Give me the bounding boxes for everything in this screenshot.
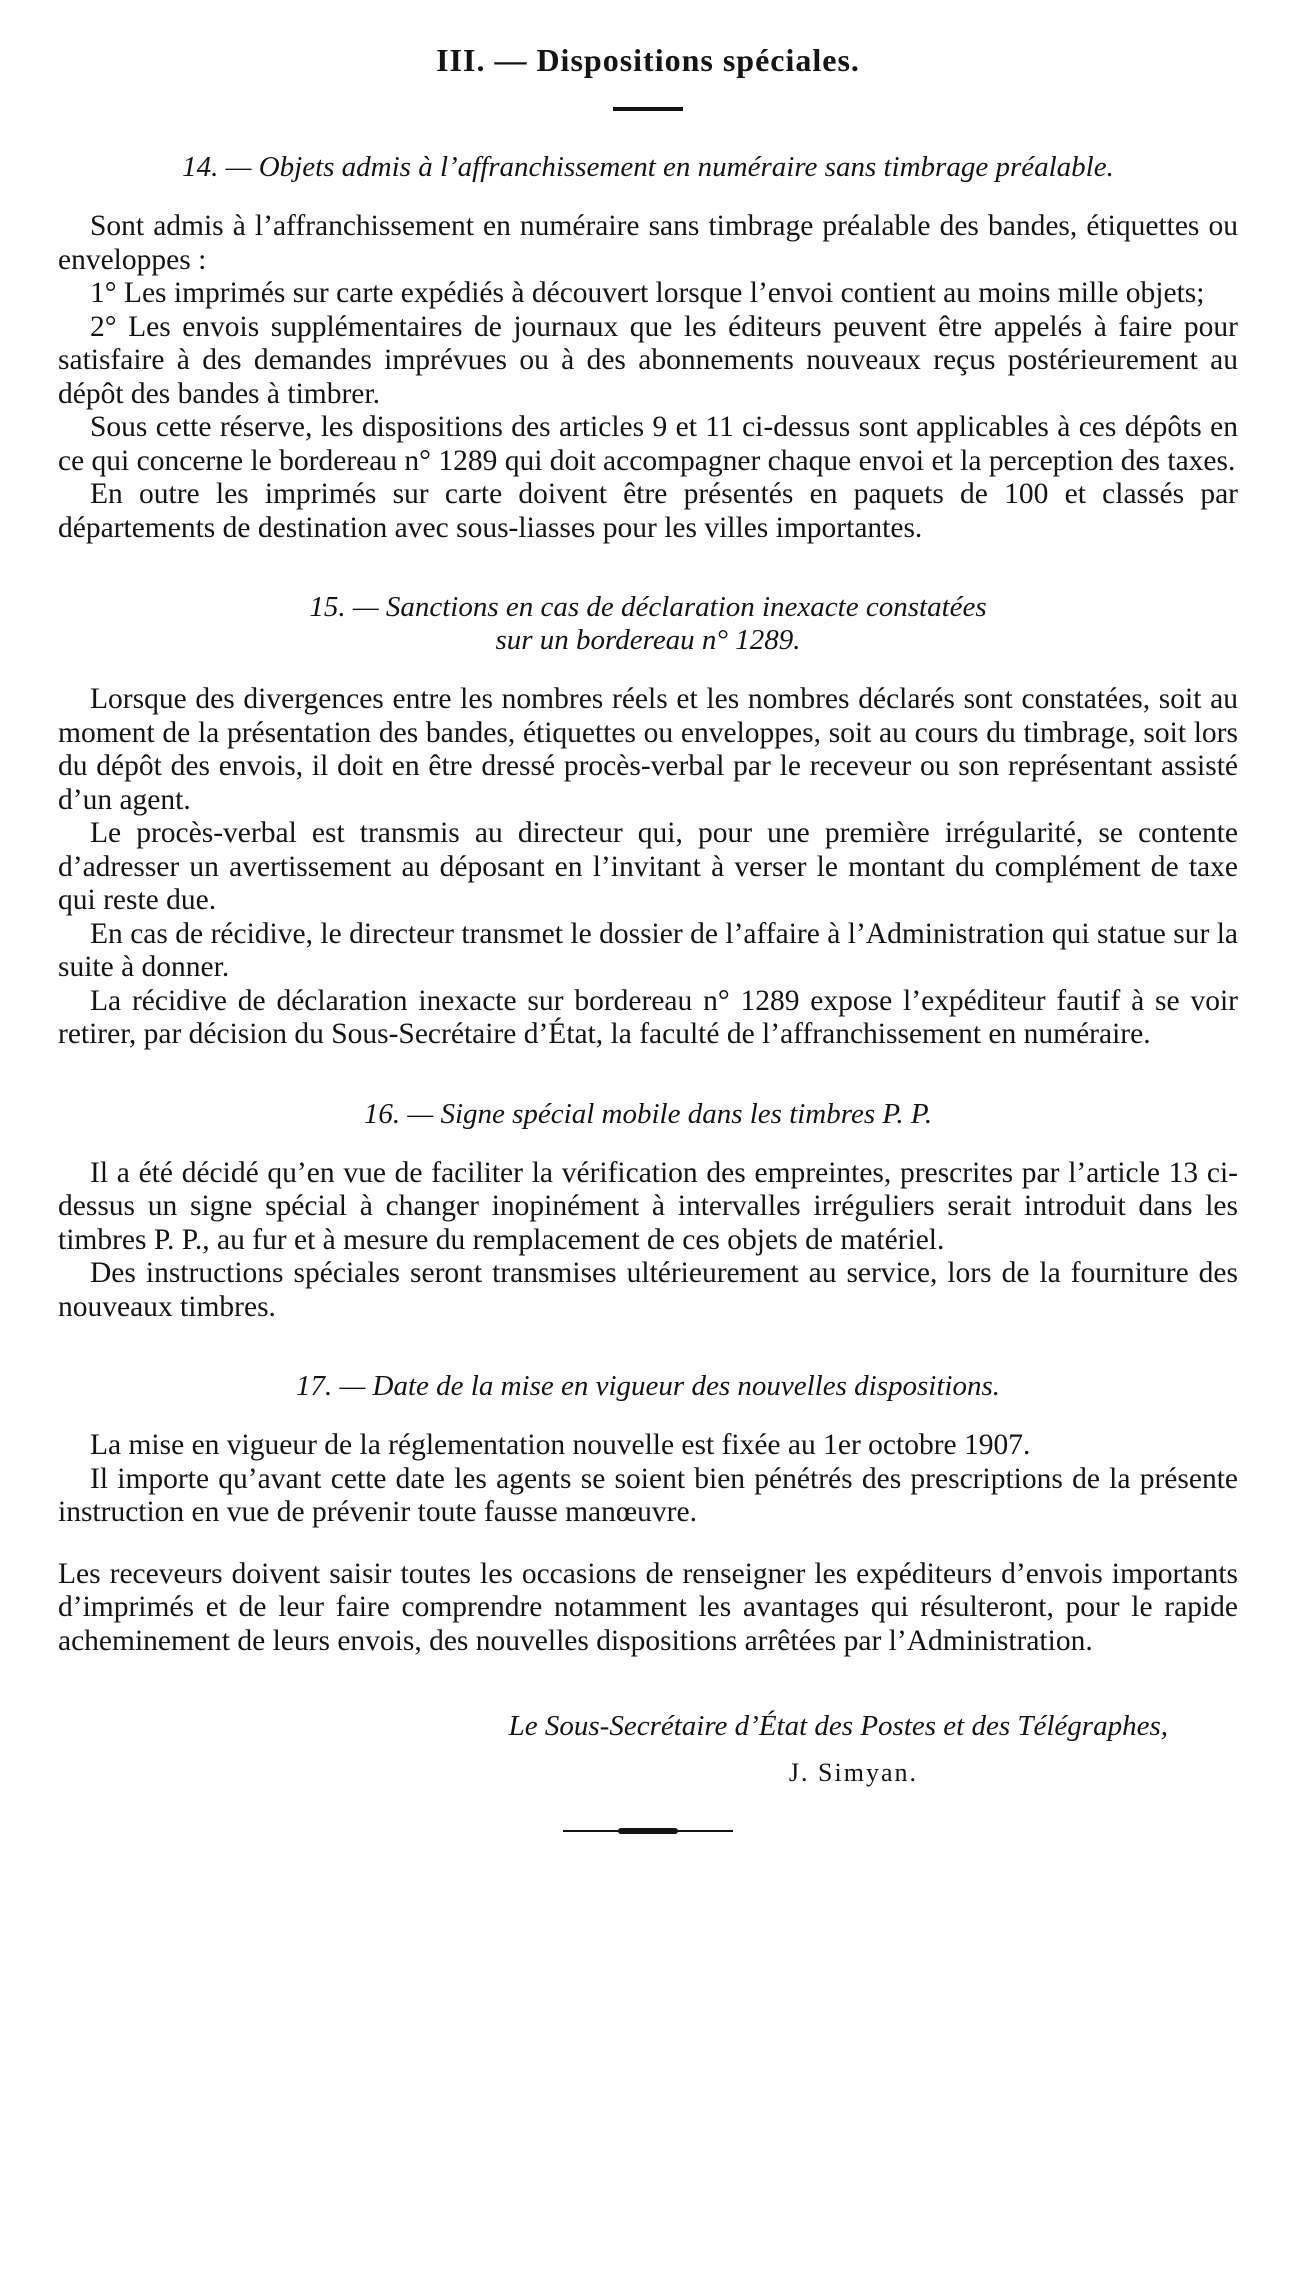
signatory-name: J. Simyan. [788,1758,918,1787]
paragraph: Lorsque des divergences entre les nombres réels et les nombres déclarés sont constatées, soit au moment de la présentation des bandes, étiquettes ou enveloppes, soit au cours du timbrage, soit lors du dépôt des envois, il doit en être dressé procès-verbal par le receveur ou son représentant assisté d’un agent. [58,683,1238,816]
section-17 [58,1370,1238,1658]
section-14 [58,151,1238,545]
title-rule [613,107,683,111]
section-title [58,1370,1238,1403]
paragraph: Il a été décidé qu’en vue de faciliter la vérification des empreintes, prescrites par l’article 13 ci-dessus un signe spécial à changer inopinément à intervalles irréguliers serait introduit dans les timbres P. P., au fur et à mesure du remplacement de ces objets de matériel. [58,1156,1238,1256]
paragraph: Sous cette réserve, les dispositions des articles 9 et 11 ci-dessus sont applicables à ces dépôts en ce qui concerne le bordereau n° 1289 qui doit accompagner chaque envoi et la perception des taxes. [58,411,1238,477]
paragraph: 1° Les imprimés sur carte expédiés à découvert lorsque l’envoi contient au moins mille objets; [90,277,1205,309]
paragraph: Il importe qu’avant cette date les agents se soient bien pénétrés des prescriptions de la présente instruction en vue de prévenir toute fausse manœuvre. [58,1462,1238,1528]
closing-paragraph: Les receveurs doivent saisir toutes les occasions de renseigner les expéditeurs d’envois importants d’imprimés et de leur faire comprendre notamment les avantages qui résulteront, pour le rapide acheminement de leurs envois, des nouvelles dispositions arrêtées par l’Administration. [58,1557,1238,1657]
part-title: III. — Dispositions spéciales. [436,42,860,78]
section-title-line: 17. — Date de la mise en vigueur des nouvelles dispositions. [296,1370,1000,1402]
section-15 [58,591,1238,1052]
section-title-line: 15. — Sanctions en cas de déclaration inexacte constatées [309,591,987,623]
section-title-line: 16. — Signe spécial mobile dans les timbres P. P. [363,1097,933,1130]
section-title [58,591,1238,657]
paragraph: La récidive de déclaration inexacte sur bordereau n° 1289 expose l’expéditeur fautif à se voir retirer, par décision du Sous-Secrétaire d’État, la faculté de l’affranchissement en numéraire. [58,984,1238,1050]
paragraph: En cas de récidive, le directeur transmet le dossier de l’affaire à l’Administration qui statue sur la suite à donner. [58,917,1238,983]
section-title [58,151,1238,184]
paragraph: En outre les imprimés sur carte doivent être présentés en paquets de 100 et classés par départements de destination avec sous-liasses pour les villes importantes. [58,478,1238,544]
paragraph: La mise en vigueur de la réglementation nouvelle est fixée au 1er octobre 1907. [90,1429,1031,1461]
signatory-title: Le Sous-Secrétaire d’État des Postes et des Télégraphes, [508,1710,1168,1742]
section-title-line: sur un bordereau n° 1289. [495,624,801,656]
paragraph: 2° Les envois supplémentaires de journaux que les éditeurs peuvent être appelés à faire pour satisfaire à des demandes imprévues ou à des abonnements nouveaux reçus postérieurement au dépôt des bandes à timbrer. [58,310,1238,410]
section-title [58,1098,1238,1131]
signature-block [58,1708,1238,1788]
end-ornament-rule [563,1828,733,1833]
paragraph: Des instructions spéciales seront transmises ultérieurement au service, lors de la fourniture des nouveaux timbres. [58,1257,1238,1323]
section-16 [58,1098,1238,1325]
paragraph: Le procès-verbal est transmis au directeur qui, pour une première irrégularité, se contente d’adresser un avertissement au déposant en l’invitant à verser le montant du complément de taxe qui reste due. [58,817,1238,916]
paragraph: Sont admis à l’affranchissement en numéraire sans timbrage préalable des bandes, étiquettes ou enveloppes : [58,210,1238,276]
document-page [58,28,1238,1833]
section-title-line: 14. — Objets admis à l’affranchissement en numéraire sans timbrage préalable. [182,151,1114,183]
